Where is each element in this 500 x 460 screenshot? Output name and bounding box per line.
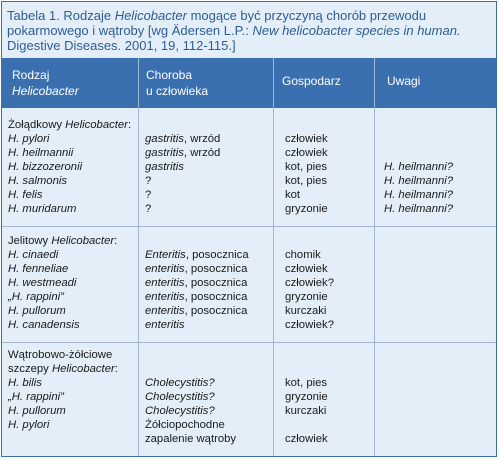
disease-latin: Cholecystitis? xyxy=(145,377,215,389)
host-cell: kurczaki xyxy=(285,305,327,317)
species-cell: H. bilis xyxy=(8,377,42,389)
species-cell: H. bizzozeronii xyxy=(8,161,83,173)
species-cell: H. fenneliae xyxy=(8,263,69,275)
disease-cell xyxy=(145,376,215,390)
group-title xyxy=(8,348,112,362)
header-host: Gospodarz xyxy=(282,74,341,88)
host-cell: człowiek? xyxy=(285,319,334,331)
host-cell: kurczaki xyxy=(285,405,327,417)
species-cell: „H. rappini” xyxy=(8,391,64,403)
species-cell: H. cinaedi xyxy=(8,249,59,261)
disease-polish: , posocznica xyxy=(184,263,248,275)
header-disease-line2: u człowieka xyxy=(146,84,209,98)
note-cell: H. heilmanni? xyxy=(384,175,454,187)
species-cell: H. pullorum xyxy=(8,405,66,417)
note-cell: H. heilmanni? xyxy=(384,161,454,173)
disease-polish: , posocznica xyxy=(185,249,249,261)
header-disease xyxy=(146,67,208,97)
group-title-text: Jelitowy xyxy=(8,235,52,247)
disease-latin: enteritis xyxy=(145,263,185,275)
disease-polish: , posocznica xyxy=(184,291,248,303)
header-genus xyxy=(12,67,79,97)
caption-genus: Helicobacter xyxy=(114,8,187,23)
group-title-tail: : xyxy=(114,363,118,375)
disease-cell xyxy=(145,146,220,160)
disease-cell xyxy=(145,160,184,174)
grid-hline-2 xyxy=(2,342,497,343)
header-notes: Uwagi xyxy=(387,74,421,88)
disease-latin: Cholecystitis? xyxy=(145,391,215,403)
host-cell: gryzonie xyxy=(285,203,328,215)
disease-latin: Enteritis xyxy=(145,249,186,261)
species-cell: H. pylori xyxy=(8,419,50,431)
species-cell: „H. rappini” xyxy=(8,291,64,303)
host-cell: człowiek xyxy=(285,263,328,275)
caption-article-title: New helicobacter species in human. xyxy=(252,23,461,38)
caption-middle: mogące być przyczyną chorób przewodu pokarmowego i wątroby [wg Ädersen L.P.: xyxy=(7,8,427,38)
group-title-text: Wątrobowo-żółciowe xyxy=(8,349,113,361)
species-cell: H. heilmannii xyxy=(8,147,74,159)
disease-cell xyxy=(145,132,220,146)
species-cell: H. westmeadi xyxy=(8,277,77,289)
disease-cell xyxy=(145,174,151,188)
group-title-tail: : xyxy=(114,235,118,247)
disease-cell xyxy=(145,188,151,202)
disease-polish: ? xyxy=(145,203,152,215)
group-title-text: szczepy xyxy=(8,363,52,375)
group-title-tail: : xyxy=(127,119,132,131)
note-cell: H. heilmanni? xyxy=(384,203,454,215)
host-cell: człowiek? xyxy=(285,277,334,289)
table-caption xyxy=(7,8,493,53)
host-cell: kot, pies xyxy=(285,175,328,187)
disease-polish: , wrzód xyxy=(183,133,221,145)
group-title-genus: Helicobacter xyxy=(51,235,115,247)
header-genus-line1: Rodzaj xyxy=(12,68,50,82)
disease-cell xyxy=(145,390,215,404)
disease-cell xyxy=(145,304,247,318)
group-title-text: Żołądkowy xyxy=(8,119,66,131)
disease-cell xyxy=(145,202,151,216)
species-cell: H. felis xyxy=(8,189,43,201)
disease-cell xyxy=(145,418,225,432)
disease-latin: enteritis xyxy=(145,277,185,289)
table-frame xyxy=(1,1,497,457)
disease-polish: , posocznica xyxy=(184,277,248,289)
disease-cell xyxy=(145,276,247,290)
disease-latin: enteritis xyxy=(145,305,185,317)
host-cell: kot xyxy=(285,189,301,201)
disease-cell xyxy=(145,404,215,418)
host-cell: człowiek xyxy=(285,147,328,159)
disease-polish: ? xyxy=(145,175,152,187)
host-cell: kot, pies xyxy=(285,377,328,389)
disease-cell xyxy=(145,318,185,332)
host-cell: gryzonie xyxy=(285,391,328,403)
species-cell: H. pylori xyxy=(8,133,50,145)
disease-cell xyxy=(145,432,236,446)
species-cell: H. muridarum xyxy=(8,203,77,215)
group-title-genus: Helicobacter xyxy=(51,363,115,375)
caption-suffix: Digestive Diseases. 2001, 19, 112-115.] xyxy=(7,38,236,53)
grid-vline-2 xyxy=(273,58,274,457)
header-genus-line2: Helicobacter xyxy=(12,84,79,98)
grid-vline-3 xyxy=(374,58,375,457)
group-title-genus: Helicobacter xyxy=(65,119,128,131)
disease-polish: , posocznica xyxy=(184,305,248,317)
group-title xyxy=(8,362,118,376)
host-cell: człowiek xyxy=(285,433,328,445)
disease-latin: gastritis xyxy=(145,147,184,159)
host-cell: chomik xyxy=(285,249,321,261)
disease-polish: Żółciopochodne xyxy=(145,419,225,431)
note-cell: H. heilmanni? xyxy=(384,189,454,201)
disease-latin: enteritis xyxy=(145,291,185,303)
disease-cell xyxy=(145,248,249,262)
caption-prefix: Tabela 1. Rodzaje xyxy=(7,8,115,23)
disease-cell xyxy=(145,262,247,276)
species-cell: H. pullorum xyxy=(8,305,66,317)
disease-latin: enteritis xyxy=(145,319,185,331)
grid-hline-1 xyxy=(2,226,497,227)
disease-latin: gastritis xyxy=(145,133,184,145)
table-header xyxy=(2,58,497,108)
host-cell: człowiek xyxy=(285,133,328,145)
species-cell: H. canadensis xyxy=(8,319,80,331)
disease-latin: gastritis xyxy=(145,161,184,173)
species-cell: H. salmonis xyxy=(8,175,68,187)
disease-latin: Cholecystitis? xyxy=(145,405,215,417)
header-disease-line1: Choroba xyxy=(146,68,193,82)
disease-polish: ? xyxy=(145,189,152,201)
host-cell: gryzonie xyxy=(285,291,328,303)
group-title xyxy=(8,118,131,132)
grid-vline-1 xyxy=(138,58,139,457)
host-cell: kot, pies xyxy=(285,161,328,173)
disease-polish: zapalenie wątroby xyxy=(145,433,237,445)
disease-polish: , wrzód xyxy=(183,147,221,159)
disease-cell xyxy=(145,290,247,304)
group-title xyxy=(8,234,117,248)
